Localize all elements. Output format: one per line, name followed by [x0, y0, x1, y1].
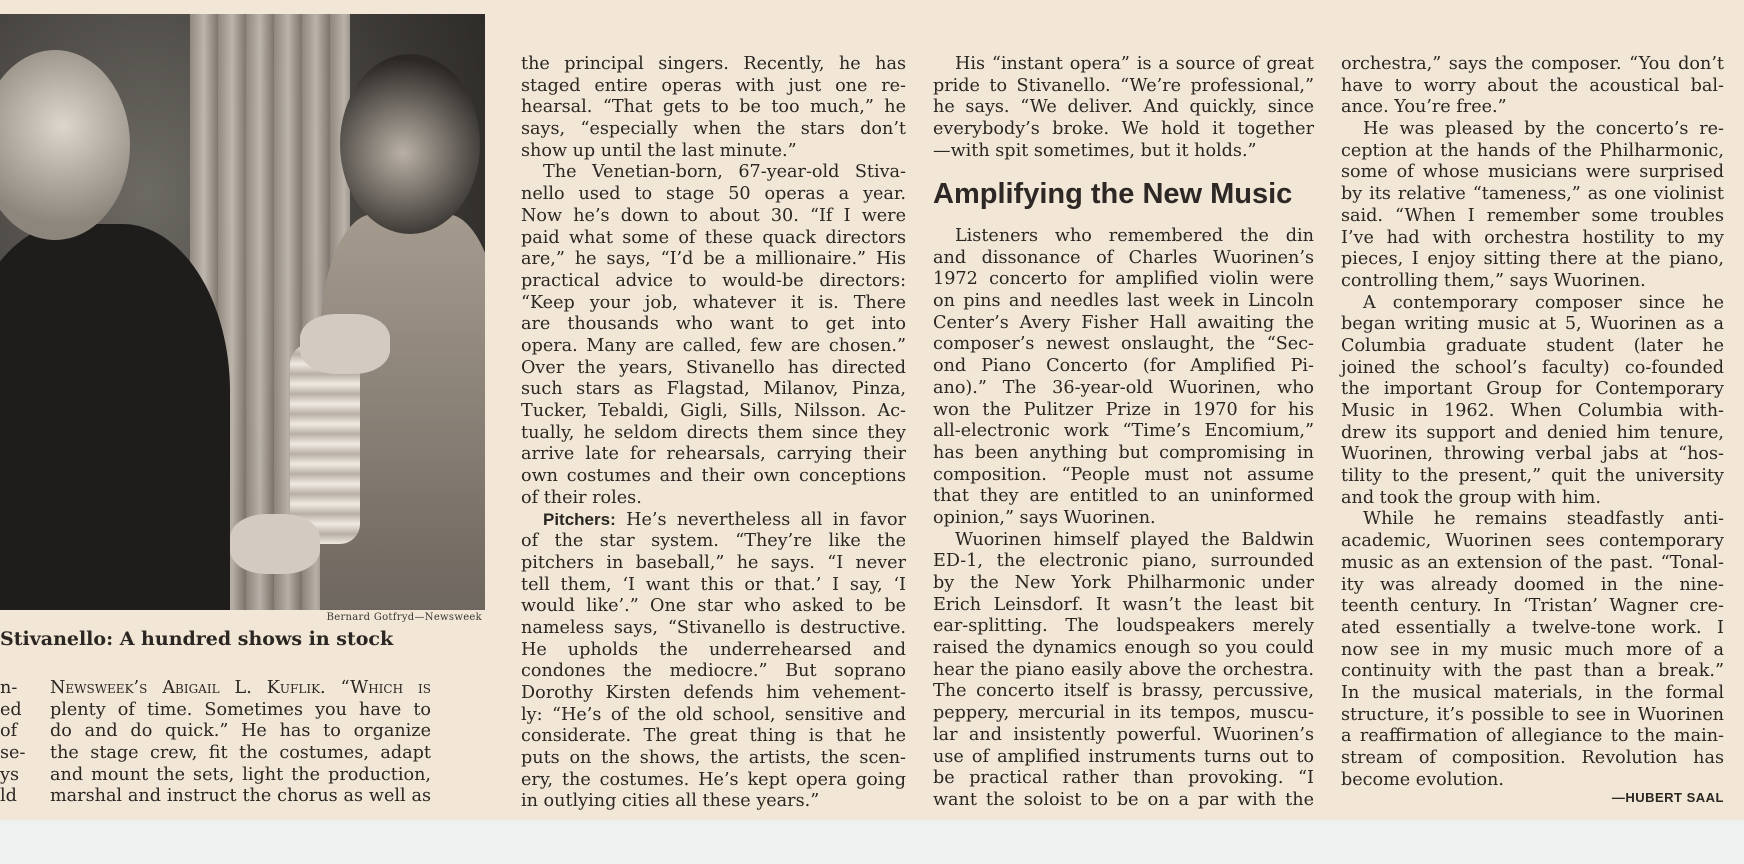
text-line: a reaffirmation of allegiance to the main- — [1341, 726, 1724, 747]
text-line: A contemporary composer since he — [1363, 292, 1724, 313]
text-line: pieces, I enjoy sitting there at the piano, — [1341, 249, 1724, 270]
text-line-with-subhead — [521, 509, 906, 531]
text-line: The concerto itself is brassy, percussive, — [933, 681, 1314, 702]
text-line: ery, the costumes. He’s kept opera going — [521, 769, 906, 790]
text-line: peppery, mercurial in its tempos, muscu- — [933, 703, 1314, 724]
text-line: raised the dynamics enough so you could — [933, 638, 1314, 659]
text-line: 1972 concerto for amplified violin were — [933, 269, 1314, 290]
fragment-line: se- — [0, 743, 26, 764]
text-line: and took the group with him. — [1341, 487, 1601, 508]
text-line: are thousands who want to get into — [521, 314, 906, 335]
text-line: of their roles. — [521, 487, 642, 508]
text-line: use of amplified instruments turns out to — [933, 746, 1314, 767]
text-line: ED-1, the electronic piano, surrounded — [933, 551, 1314, 572]
column-c-article — [933, 226, 1314, 812]
text-line: Center’s Avery Fisher Hall awaiting the — [933, 312, 1314, 333]
text-line: lar and insistently powerful. Wuorinen’s — [933, 724, 1314, 745]
fragment-line: ed — [0, 699, 22, 720]
text-line: Listeners who remembered the din — [955, 226, 1314, 246]
text-line: practical advice to would-be directors: — [521, 270, 906, 291]
text-line: and dissonance of Charles Wuorinen’s — [933, 247, 1314, 268]
text-line: that they are entitled to an uninformed — [933, 486, 1314, 507]
text-line: academic, Wuorinen sees contemporary — [1341, 531, 1724, 552]
text-line: ly: “He’s of the old school, sensitive and — [521, 704, 906, 725]
text-line: condones the mediocre.” But soprano — [521, 661, 906, 682]
text-line: structure, it’s possible to see in Wuorinen — [1341, 704, 1724, 725]
text-line: continuity with the past than a break.” — [1341, 661, 1724, 682]
text-line: on pins and needles last week in Lincoln — [933, 291, 1314, 312]
photo-hand — [230, 514, 320, 574]
subhead-pitchers: Pitchers: — [543, 510, 616, 530]
text-line: Dorothy Kirsten defends him vehement- — [521, 682, 906, 703]
text-line: the principal singers. Recently, he has — [521, 54, 906, 74]
text-line: have to worry about the acoustical bal- — [1341, 75, 1724, 96]
text-line: arrive late for rehearsals, carrying their — [521, 444, 906, 465]
text-line: opera. Many are called, few are chosen.” — [521, 335, 906, 356]
column-c — [933, 54, 1314, 162]
text-line: tually, he seldom directs them since they — [521, 422, 906, 443]
text-line: all-electronic work “Time’s Encomium,” — [933, 421, 1314, 442]
text-line: The Venetian-born, 67-year-old Stiva- — [543, 162, 906, 183]
text-line: —with spit sometimes, but it holds.” — [933, 140, 1257, 161]
text-line: Wuorinen himself played the Baldwin — [955, 529, 1314, 550]
text-line: teenth century. In ‘Tristan’ Wagner cre- — [1341, 596, 1724, 617]
text-line: would like’.” One star who asked to be — [521, 596, 906, 617]
text-line: ear-splitting. The loudspeakers merely — [933, 616, 1314, 637]
photo-credit: Bernard Gotfryd—Newsweek — [326, 612, 482, 623]
text-line: While he remains steadfastly anti- — [1363, 509, 1724, 530]
text-line: plenty of time. Sometimes you have to — [50, 699, 431, 720]
column-a — [50, 678, 431, 808]
photo-caption: Stivanello: A hundred shows in stock — [0, 628, 394, 650]
photo-man-body — [0, 224, 230, 610]
text-line: marshal and instruct the chorus as well as — [50, 786, 431, 807]
text-line: said. “When I remember some troubles — [1341, 205, 1724, 226]
text-line: Tucker, Tebaldi, Gigli, Sills, Nilsson. Ac- — [521, 401, 906, 421]
text-line: staged entire operas with just one re- — [521, 75, 906, 96]
text-line: hearsal. “That gets to be too much,” he — [521, 97, 906, 118]
text-line: are,” he says, “I’d be a millionaire.” His — [521, 249, 906, 270]
text-line: His “instant opera” is a source of great — [955, 54, 1314, 74]
fragment-line: ys — [0, 764, 19, 785]
section-headline: Amplifying the New Music — [933, 178, 1293, 210]
text-line: by its relative “tameness,” as one violinist — [1341, 184, 1724, 205]
text-line: the stage crew, fit the costumes, adapt — [50, 743, 431, 764]
fragment-line: n- — [0, 678, 18, 698]
text-line: Columbia graduate student (later he — [1341, 335, 1724, 356]
text-line: “Keep your job, whatever it is. There — [521, 292, 906, 313]
text-line: he says. “We deliver. And quickly, since — [933, 97, 1314, 118]
text-line: everybody’s broke. We hold it together — [933, 119, 1314, 140]
column-d — [1341, 54, 1724, 791]
text-line: ance. You’re free.” — [1341, 97, 1507, 118]
text-line: composition. “People must not assume — [933, 464, 1314, 485]
photo-stivanello — [0, 14, 485, 610]
text-line: He upholds the underrehearsed and — [521, 639, 906, 660]
text-line: tell them, ‘I want this or that.’ I say, ‘I — [521, 574, 906, 595]
text-line: the important Group for Contemporary — [1341, 379, 1724, 400]
text-line: by the New York Philharmonic under — [933, 573, 1314, 593]
text-line: began writing music at 5, Wuorinen as a — [1341, 314, 1724, 335]
text-line: considerate. The great thing is that he — [521, 726, 906, 747]
text-line: In the musical materials, in the formal — [1341, 682, 1724, 703]
text-line: some of whose musicians were surprised — [1341, 162, 1724, 183]
text-line: controlling them,” says Wuorinen. — [1341, 270, 1646, 291]
text-fragment: He’s nevertheless all in favor — [626, 510, 907, 531]
text-line: do and do quick.” He has to organize — [50, 721, 431, 742]
photo-hand — [300, 314, 390, 374]
text-line: opinion,” says Wuorinen. — [933, 507, 1156, 528]
text-line: be practical rather than provoking. “I — [933, 768, 1314, 789]
text-line: Over the years, Stivanello has directed — [521, 357, 906, 378]
text-line: in outlying cities all these years.” — [521, 791, 820, 812]
text-line: composer’s newest onslaught, the “Sec- — [933, 334, 1314, 355]
text-line: tility to the present,” quit the university — [1341, 466, 1724, 487]
text-line: Newsweek’s Abigail L. Kuflik. “Which is — [50, 678, 431, 698]
text-line: joined the school’s faculty) co-founded — [1341, 357, 1724, 378]
text-line: nello used to stage 50 operas a year. — [521, 184, 906, 205]
photo-man-head — [0, 50, 130, 240]
photo-woman-head — [340, 54, 480, 234]
author-byline: —HUBERT SAAL — [1611, 790, 1724, 805]
text-line: paid what some of these quack directors — [521, 227, 906, 248]
column-b — [521, 54, 906, 813]
text-line: nameless says, “Stivanello is destructive. — [521, 617, 906, 638]
text-line: drew its support and denied him tenure, — [1341, 422, 1724, 443]
text-line: ity was already doomed in the nine- — [1341, 574, 1724, 595]
text-line: says, “especially when the stars don’t — [521, 119, 906, 140]
text-line: Wuorinen, throwing verbal jabs at “hos- — [1341, 444, 1724, 465]
fragment-column — [0, 678, 30, 808]
text-line: I’ve had with orchestra hostility to my — [1341, 227, 1724, 248]
text-line: He was pleased by the concerto’s re- — [1363, 119, 1724, 140]
text-line: Now he’s down to about 30. “If I were — [521, 205, 906, 226]
text-line: music as an extension of the past. “Tonal- — [1341, 552, 1724, 573]
text-line: want the soloist to be on a par with the — [933, 789, 1314, 810]
text-line: ond Piano Concerto (for Amplified Pi- — [933, 356, 1314, 377]
fragment-line: of — [0, 721, 18, 742]
text-line: Music in 1962. When Columbia with- — [1341, 401, 1724, 421]
text-line: ano).” The 36-year-old Wuorinen, who — [933, 377, 1314, 398]
text-line: ated essentially a twelve-tone work. I — [1341, 617, 1724, 638]
text-line: stream of composition. Revolution has — [1341, 748, 1724, 768]
text-line: now see in my music much more of a — [1341, 639, 1724, 660]
text-line: pitchers in baseball,” he says. “I never — [521, 552, 906, 573]
text-line: such stars as Flagstad, Milanov, Pinza, — [521, 379, 906, 400]
text-line: own costumes and their own conceptions — [521, 466, 906, 487]
text-line: orchestra,” says the composer. “You don’t — [1341, 54, 1724, 74]
text-line: pride to Stivanello. “We’re professional,” — [933, 75, 1314, 96]
text-line: puts on the shows, the artists, the scen- — [521, 748, 906, 768]
text-line: of the star system. “They’re like the — [521, 531, 906, 552]
text-line: has been anything but compromising in — [933, 442, 1314, 463]
text-line: become evolution. — [1341, 769, 1504, 790]
text-line: and mount the sets, light the production, — [50, 764, 431, 785]
text-line: Erich Leinsdorf. It wasn’t the least bit — [933, 594, 1314, 615]
text-line: hear the piano easily above the orchestra. — [933, 659, 1314, 680]
text-line: ception at the hands of the Philharmonic, — [1341, 140, 1724, 161]
bottom-margin — [0, 820, 1744, 864]
text-line: won the Pulitzer Prize in 1970 for his — [933, 399, 1314, 420]
photo-costume — [290, 344, 360, 544]
text-line: show up until the last minute.” — [521, 140, 797, 161]
fragment-line: ld — [0, 786, 17, 807]
